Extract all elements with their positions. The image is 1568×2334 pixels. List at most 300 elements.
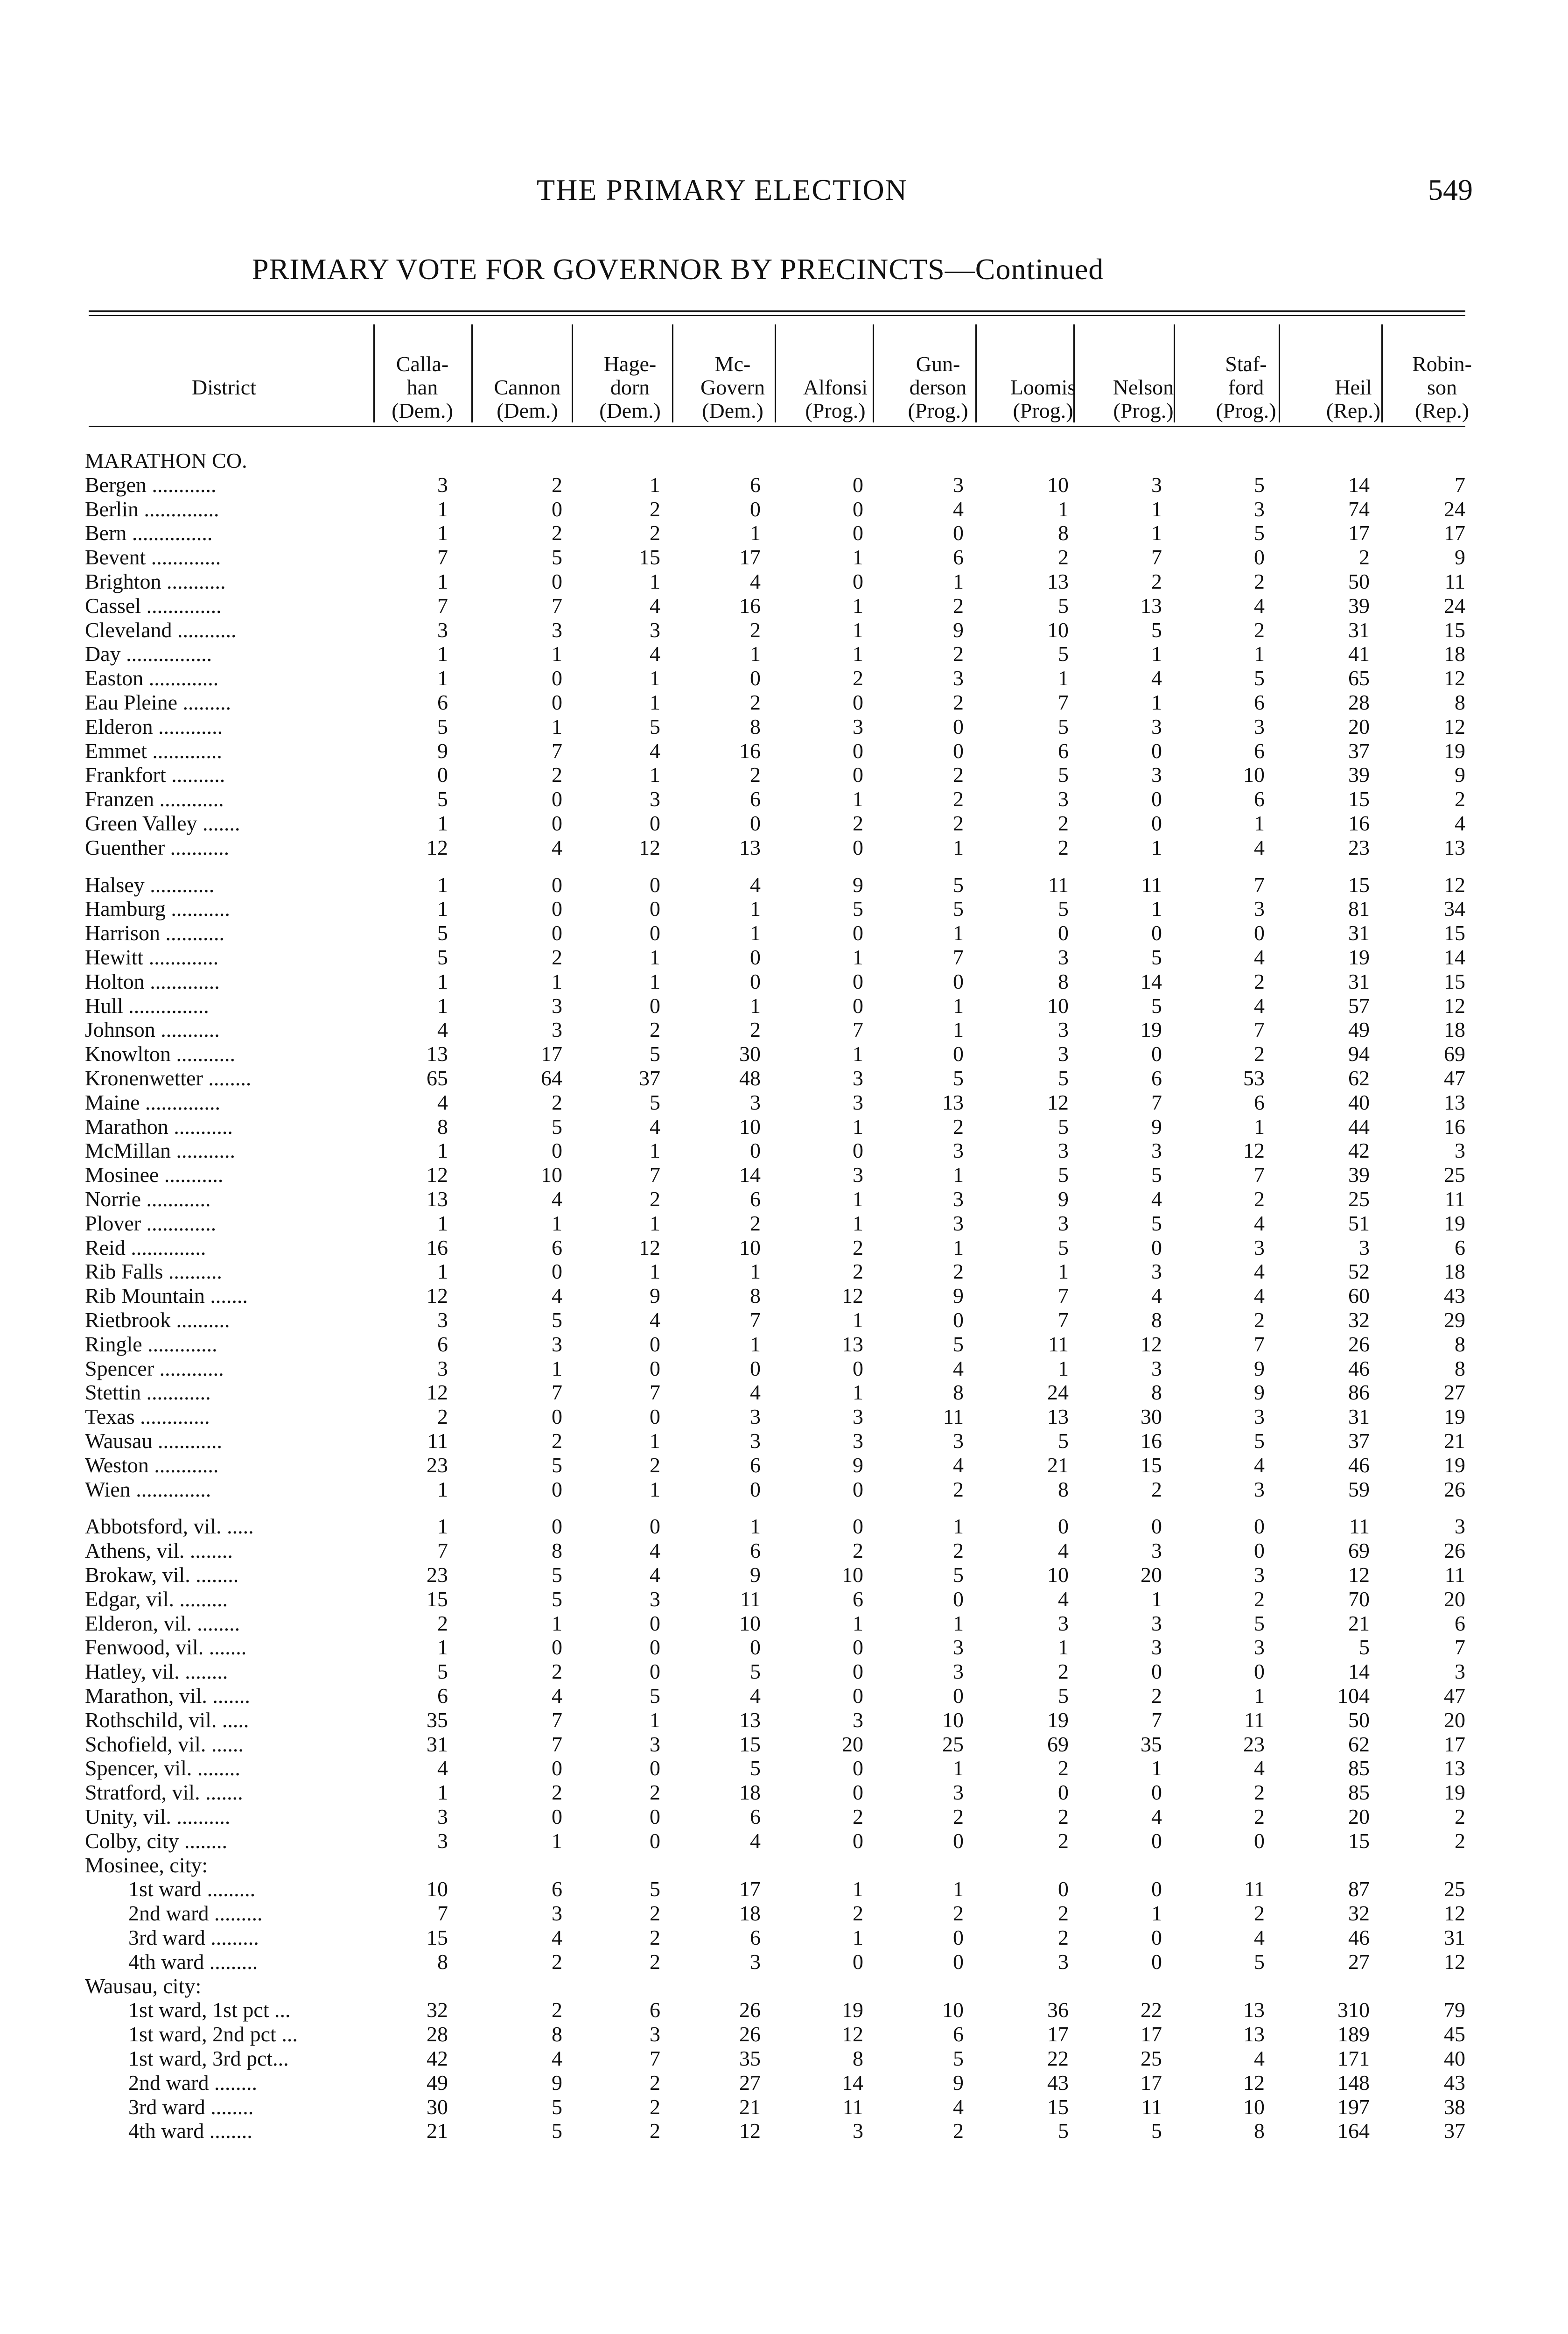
vote-count: 2	[650, 2095, 660, 2119]
vote-count: 25	[942, 1732, 964, 1756]
vote-count: 5	[1058, 1114, 1069, 1139]
vote-count: 7	[650, 1163, 660, 1187]
vote-count: 5	[953, 897, 964, 921]
table-row	[0, 1780, 1568, 1804]
vote-count: 0	[650, 1805, 660, 1828]
vote-count: 0	[1151, 1780, 1162, 1805]
vote-count: 1	[1254, 811, 1265, 835]
vote-count: 3	[1455, 1514, 1465, 1539]
vote-count: 26	[739, 2022, 761, 2046]
vote-count: 0	[1254, 1659, 1265, 1684]
vote-count: 10	[1243, 763, 1265, 787]
district-name: Rib Falls ..........	[85, 1259, 222, 1284]
district-name: Mosinee ...........	[85, 1163, 224, 1187]
vote-count: 34	[1444, 897, 1465, 921]
vote-count: 0	[1058, 1514, 1069, 1539]
vote-count: 13	[1047, 569, 1069, 593]
vote-count: 5	[1058, 1684, 1069, 1708]
vote-count: 0	[1254, 1828, 1265, 1853]
vote-count: 2	[1254, 1780, 1265, 1805]
vote-count: 49	[427, 2070, 448, 2095]
vote-count: 37	[1348, 1429, 1370, 1453]
vote-count: 4	[1254, 1211, 1265, 1235]
vote-count: 0	[953, 1042, 964, 1066]
vote-count: 8	[1455, 1332, 1465, 1356]
vote-count: 3	[1151, 1611, 1162, 1635]
vote-count: 12	[1243, 2070, 1265, 2095]
vote-count: 2	[953, 593, 964, 618]
vote-count: 0	[853, 993, 863, 1018]
vote-count: 3	[437, 1308, 448, 1332]
vote-count: 37	[1348, 738, 1370, 763]
vote-count: 0	[1151, 787, 1162, 811]
vote-count: 5	[1058, 897, 1069, 921]
vote-count: 0	[750, 811, 761, 835]
vote-count: 5	[1151, 1163, 1162, 1187]
vote-count: 5	[437, 1659, 448, 1684]
vote-count: 39	[1348, 763, 1370, 787]
vote-count: 2	[750, 1018, 761, 1042]
vote-count: 2	[650, 2119, 660, 2143]
vote-count: 42	[427, 2046, 448, 2070]
vote-count: 1	[437, 569, 448, 593]
vote-count: 1	[437, 666, 448, 690]
vote-count: 5	[650, 1042, 660, 1066]
vote-count: 6	[552, 1235, 562, 1259]
vote-count: 11	[740, 1587, 761, 1611]
vote-count: 2	[650, 1926, 660, 1949]
vote-count: 1	[953, 1877, 964, 1901]
vote-count: 0	[953, 1926, 964, 1949]
vote-count: 1	[953, 921, 964, 945]
vote-count: 6	[750, 1926, 761, 1949]
vote-count: 1	[650, 569, 660, 593]
vote-count: 0	[853, 1756, 863, 1780]
vote-count: 0	[750, 497, 761, 521]
vote-count: 1	[552, 969, 562, 993]
vote-count: 3	[437, 1805, 448, 1828]
vote-count: 2	[853, 1539, 863, 1563]
column-header: Heil (Rep.)	[1326, 375, 1381, 422]
vote-count: 17	[739, 545, 761, 569]
vote-count: 9	[1254, 1356, 1265, 1380]
vote-count: 4	[1254, 1453, 1265, 1477]
district-name: Texas .............	[85, 1405, 210, 1429]
vote-count: 3	[1455, 1659, 1465, 1684]
vote-count: 4	[953, 1453, 964, 1477]
vote-count: 0	[953, 969, 964, 993]
vote-count: 1	[650, 1477, 660, 1501]
vote-count: 1	[650, 969, 660, 993]
vote-count: 31	[427, 1732, 448, 1756]
vote-count: 12	[1047, 1090, 1069, 1114]
vote-count: 5	[953, 1563, 964, 1587]
vote-count: 2	[1254, 569, 1265, 593]
vote-count: 19	[1141, 1018, 1162, 1042]
vote-count: 6	[953, 545, 964, 569]
vote-count: 7	[1254, 1163, 1265, 1187]
district-name: Halsey ............	[85, 872, 215, 897]
district-name: Plover .............	[85, 1211, 217, 1235]
vote-count: 0	[1151, 1877, 1162, 1901]
table-row	[0, 1477, 1568, 1501]
vote-count: 0	[552, 1756, 562, 1780]
vote-count: 4	[1151, 1284, 1162, 1308]
vote-count: 1	[552, 1828, 562, 1853]
vote-count: 1	[650, 690, 660, 714]
vote-count: 6	[953, 2022, 964, 2046]
vote-count: 3	[1254, 897, 1265, 921]
table-row	[0, 1683, 1568, 1708]
vote-count: 9	[437, 738, 448, 763]
vote-count: 20	[1141, 1563, 1162, 1587]
vote-count: 5	[1254, 1611, 1265, 1635]
vote-count: 3	[1151, 1635, 1162, 1659]
vote-count: 7	[1058, 1308, 1069, 1332]
vote-count: 8	[552, 2022, 562, 2046]
vote-count: 3	[1254, 1563, 1265, 1587]
vote-count: 0	[1151, 1828, 1162, 1853]
vote-count: 11	[1048, 872, 1069, 897]
table-row	[0, 1708, 1568, 1732]
vote-count: 18	[739, 1901, 761, 1926]
table-row	[0, 520, 1568, 545]
vote-count: 1	[953, 993, 964, 1018]
vote-count: 3	[552, 1018, 562, 1042]
vote-count: 3	[853, 2119, 863, 2143]
vote-count: 1	[437, 1635, 448, 1659]
district-name: Mosinee, city:	[85, 1853, 208, 1877]
vote-count: 6	[1151, 1066, 1162, 1090]
district-name: Marathon, vil. .......	[85, 1684, 250, 1708]
district-name: Berlin ..............	[85, 497, 219, 521]
vote-count: 2	[1455, 1805, 1465, 1828]
vote-count: 2	[853, 811, 863, 835]
vote-count: 9	[1151, 1114, 1162, 1139]
vote-count: 0	[853, 738, 863, 763]
vote-count: 1	[750, 897, 761, 921]
vote-count: 7	[750, 1308, 761, 1332]
table-row	[0, 1235, 1568, 1259]
district-name: MARATHON CO.	[85, 449, 247, 472]
table-row	[0, 762, 1568, 787]
vote-count: 3	[1254, 1235, 1265, 1259]
vote-count: 4	[750, 1828, 761, 1853]
table-row	[0, 1283, 1568, 1308]
page-number: 549	[1428, 173, 1473, 206]
vote-count: 0	[1254, 545, 1265, 569]
vote-count: 5	[552, 1587, 562, 1611]
vote-count: 1	[953, 1235, 964, 1259]
vote-count: 3	[853, 1405, 863, 1429]
vote-count: 85	[1348, 1756, 1370, 1780]
vote-count: 8	[437, 1949, 448, 1974]
table-row	[0, 1732, 1568, 1756]
vote-count: 0	[853, 1477, 863, 1501]
vote-count: 3	[437, 618, 448, 642]
vote-count: 10	[1047, 1563, 1069, 1587]
vote-count: 10	[739, 1114, 761, 1139]
vote-count: 197	[1337, 2095, 1370, 2119]
vote-count: 24	[1047, 1380, 1069, 1405]
vote-count: 7	[552, 1708, 562, 1732]
vote-count: 11	[427, 1429, 448, 1453]
vote-count: 69	[1444, 1042, 1465, 1066]
vote-count: 0	[650, 897, 660, 921]
vote-count: 12	[639, 1235, 660, 1259]
vote-count: 5	[1254, 666, 1265, 690]
district-name: Bergen ............	[85, 472, 217, 497]
table-row	[0, 1997, 1568, 2022]
vote-count: 0	[853, 1684, 863, 1708]
vote-count: 2	[437, 1405, 448, 1429]
vote-count: 9	[1455, 545, 1465, 569]
vote-count: 5	[437, 945, 448, 969]
table-row	[0, 1308, 1568, 1332]
vote-count: 12	[639, 835, 660, 859]
district-name: Bern ...............	[85, 521, 213, 545]
vote-count: 64	[541, 1066, 562, 1090]
vote-count: 1	[750, 642, 761, 666]
vote-count: 12	[842, 2022, 863, 2046]
vote-count: 4	[1151, 1805, 1162, 1828]
vote-count: 3	[1151, 472, 1162, 497]
table-row	[0, 1138, 1568, 1162]
vote-count: 59	[1348, 1477, 1370, 1501]
district-name: Wien ..............	[85, 1477, 211, 1501]
vote-count: 7	[1151, 545, 1162, 569]
vote-count: 19	[1047, 1708, 1069, 1732]
vote-count: 5	[552, 2119, 562, 2143]
vote-count: 0	[552, 569, 562, 593]
vote-count: 0	[552, 1477, 562, 1501]
vote-count: 3	[1058, 787, 1069, 811]
vote-count: 19	[1348, 945, 1370, 969]
vote-count: 9	[1058, 1187, 1069, 1211]
table-row	[0, 690, 1568, 714]
vote-count: 19	[1444, 1211, 1465, 1235]
vote-count: 1	[650, 1708, 660, 1732]
vote-count: 2	[1455, 787, 1465, 811]
vote-count: 6	[437, 1332, 448, 1356]
table-row	[0, 1949, 1568, 1974]
vote-count: 1	[437, 1139, 448, 1163]
district-name: Cassel ..............	[85, 593, 222, 618]
vote-count: 14	[1141, 969, 1162, 993]
district-name: Unity, vil. ..........	[85, 1805, 231, 1828]
district-name: Knowlton ...........	[85, 1042, 235, 1066]
vote-count: 0	[437, 763, 448, 787]
vote-count: 0	[853, 835, 863, 859]
district-name: Day ................	[85, 642, 212, 666]
vote-count: 0	[953, 1828, 964, 1853]
vote-count: 37	[1444, 2119, 1465, 2143]
vote-count: 26	[1444, 1477, 1465, 1501]
vote-count: 1	[1254, 642, 1265, 666]
vote-count: 44	[1348, 1114, 1370, 1139]
vote-count: 3	[650, 2022, 660, 2046]
vote-count: 1	[853, 1042, 863, 1066]
district-name: 2nd ward .........	[128, 1901, 263, 1926]
vote-count: 21	[1047, 1453, 1069, 1477]
vote-count: 2	[552, 521, 562, 545]
vote-count: 4	[1455, 811, 1465, 835]
vote-count: 8	[1058, 1477, 1069, 1501]
vote-count: 1	[853, 1308, 863, 1332]
vote-count: 52	[1348, 1259, 1370, 1284]
vote-count: 1	[953, 1514, 964, 1539]
vote-count: 3	[437, 1828, 448, 1853]
vote-count: 25	[1444, 1877, 1465, 1901]
vote-count: 15	[1348, 872, 1370, 897]
vote-count: 9	[853, 872, 863, 897]
vote-count: 6	[1254, 690, 1265, 714]
vote-count: 1	[853, 1877, 863, 1901]
vote-count: 2	[1254, 1901, 1265, 1926]
district-name: Harrison ...........	[85, 921, 224, 945]
vote-count: 8	[552, 1539, 562, 1563]
vote-count: 0	[552, 497, 562, 521]
vote-count: 0	[650, 1611, 660, 1635]
vote-count: 6	[750, 1453, 761, 1477]
vote-count: 4	[650, 1308, 660, 1332]
vote-count: 1	[953, 835, 964, 859]
vote-count: 5	[650, 1090, 660, 1114]
district-name: Emmet .............	[85, 738, 222, 763]
vote-count: 11	[1141, 2095, 1162, 2119]
vote-count: 2	[750, 763, 761, 787]
district-name: Wausau, city:	[85, 1974, 202, 1998]
vote-count: 5	[650, 714, 660, 738]
vote-count: 31	[1348, 921, 1370, 945]
district-name: Hatley, vil. ........	[85, 1659, 228, 1684]
vote-count: 6	[552, 1877, 562, 1901]
vote-count: 8	[953, 1380, 964, 1405]
vote-count: 46	[1348, 1356, 1370, 1380]
vote-count: 0	[853, 969, 863, 993]
column-header: Mc- Govern (Dem.)	[700, 352, 765, 422]
vote-count: 2	[853, 666, 863, 690]
vote-count: 17	[1444, 1732, 1465, 1756]
vote-count: 1	[650, 945, 660, 969]
vote-count: 2	[853, 1805, 863, 1828]
vote-count: 42	[1348, 1139, 1370, 1163]
vote-count: 22	[1047, 2046, 1069, 2070]
vote-count: 8	[1058, 969, 1069, 993]
vote-count: 2	[953, 1901, 964, 1926]
table-row	[0, 1356, 1568, 1380]
vote-count: 1	[1151, 521, 1162, 545]
vote-count: 1	[853, 618, 863, 642]
vote-count: 3	[650, 1587, 660, 1611]
district-name: Stettin ............	[85, 1380, 211, 1405]
vote-count: 40	[1348, 1090, 1370, 1114]
vote-count: 39	[1348, 1163, 1370, 1187]
vote-count: 2	[1058, 1659, 1069, 1684]
vote-count: 2	[650, 1453, 660, 1477]
vote-count: 3	[552, 1901, 562, 1926]
vote-count: 13	[942, 1090, 964, 1114]
vote-count: 24	[1444, 497, 1465, 521]
vote-count: 6	[1254, 738, 1265, 763]
vote-count: 6	[1455, 1235, 1465, 1259]
table-row	[0, 872, 1568, 897]
vote-count: 43	[1047, 2070, 1069, 2095]
vote-count: 1	[953, 1018, 964, 1042]
vote-count: 1	[650, 1139, 660, 1163]
vote-count: 0	[552, 1405, 562, 1429]
vote-count: 5	[1254, 521, 1265, 545]
vote-count: 19	[1444, 1405, 1465, 1429]
vote-count: 13	[1444, 1090, 1465, 1114]
vote-count: 0	[853, 763, 863, 787]
vote-count: 3	[650, 1732, 660, 1756]
vote-count: 5	[953, 1332, 964, 1356]
vote-count: 6	[750, 472, 761, 497]
vote-count: 10	[1047, 993, 1069, 1018]
vote-count: 0	[853, 921, 863, 945]
vote-count: 1	[552, 642, 562, 666]
vote-count: 11	[1349, 1514, 1370, 1539]
vote-count: 5	[552, 545, 562, 569]
vote-count: 2	[650, 497, 660, 521]
district-name: Guenther ...........	[85, 835, 230, 859]
table-row	[0, 2118, 1568, 2143]
vote-count: 3	[953, 1139, 964, 1163]
district-name: Green Valley .......	[85, 811, 240, 835]
vote-count: 1	[853, 1926, 863, 1949]
district-name: Bevent .............	[85, 545, 221, 569]
vote-count: 0	[1058, 921, 1069, 945]
vote-count: 7	[1455, 472, 1465, 497]
vote-count: 13	[427, 1187, 448, 1211]
vote-count: 0	[650, 1405, 660, 1429]
vote-count: 1	[1058, 1356, 1069, 1380]
vote-count: 8	[1455, 690, 1465, 714]
vote-count: 1	[853, 787, 863, 811]
vote-count: 51	[1348, 1211, 1370, 1235]
vote-count: 1	[853, 642, 863, 666]
vote-count: 16	[1444, 1114, 1465, 1139]
vote-count: 4	[1058, 1587, 1069, 1611]
vote-count: 4	[437, 1018, 448, 1042]
vote-count: 4	[552, 1187, 562, 1211]
vote-count: 2	[1455, 1828, 1465, 1853]
vote-count: 9	[1455, 763, 1465, 787]
table-row	[0, 1332, 1568, 1356]
table-row	[0, 1066, 1568, 1090]
vote-count: 10	[1243, 2095, 1265, 2119]
vote-count: 1	[437, 521, 448, 545]
vote-count: 10	[541, 1163, 562, 1187]
vote-count: 25	[1141, 2046, 1162, 2070]
district-name: Hamburg ...........	[85, 897, 230, 921]
vote-count: 7	[1254, 872, 1265, 897]
vote-count: 10	[942, 1708, 964, 1732]
vote-count: 2	[552, 1780, 562, 1805]
vote-count: 12	[842, 1284, 863, 1308]
vote-count: 4	[750, 872, 761, 897]
vote-count: 4	[1254, 945, 1265, 969]
vote-count: 1	[853, 1211, 863, 1235]
vote-count: 14	[1444, 945, 1465, 969]
district-name: Schofield, vil. ......	[85, 1732, 244, 1756]
table-row	[0, 1562, 1568, 1587]
vote-count: 43	[1444, 1284, 1465, 1308]
vote-count: 3	[953, 1211, 964, 1235]
vote-count: 3	[1058, 945, 1069, 969]
vote-count: 5	[1058, 593, 1069, 618]
